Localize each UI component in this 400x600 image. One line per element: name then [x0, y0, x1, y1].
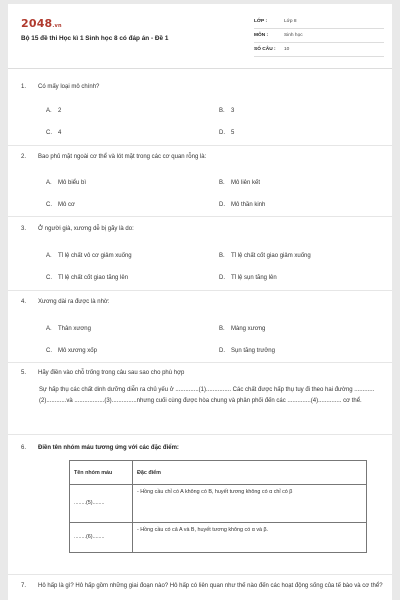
option-text: Tỉ lệ sụn tăng lên	[231, 275, 277, 281]
option-letter: A.	[46, 253, 52, 259]
blood-group-table	[69, 460, 367, 553]
option-a[interactable]	[46, 325, 91, 334]
question-number: 2.	[21, 154, 27, 160]
table-cell: - Hồng cầu có cả A và B, huyết tương không có α và β.	[133, 523, 367, 553]
option-letter: D.	[219, 275, 225, 281]
table-header-cell: Đặc điểm	[133, 461, 367, 485]
option-text: Màng xương	[231, 326, 266, 332]
question-number: 3.	[21, 226, 27, 232]
logo-text: 2048	[21, 17, 53, 30]
option-text: Mô cơ	[58, 202, 75, 208]
meta-row-class	[254, 15, 384, 29]
question-text: Hô hấp là gì? Hô hấp gồm những giai đoạn nào? Hô hấp có liên quan như thế nào đến các hoạt động sống của tế bào và cơ thể?	[38, 583, 383, 589]
option-letter: C.	[46, 275, 52, 281]
question-number: 1.	[21, 84, 27, 90]
question-7	[21, 582, 383, 591]
question-5	[21, 369, 383, 378]
option-text: 4	[58, 130, 62, 136]
site-logo[interactable]	[21, 17, 62, 30]
option-letter: B.	[219, 180, 225, 186]
option-text: 3	[231, 108, 235, 114]
meta-label: LỚP :	[254, 19, 268, 24]
option-text: 5	[231, 130, 235, 136]
option-letter: B.	[219, 108, 225, 114]
question-divider	[8, 434, 392, 435]
question-text: Có mấy loại mô chính?	[38, 84, 100, 90]
option-letter: C.	[46, 202, 52, 208]
question-text: Ở người già, xương dễ bị gãy là do:	[38, 226, 134, 232]
header-divider	[8, 68, 392, 69]
option-b[interactable]	[219, 179, 260, 188]
option-letter: C.	[46, 130, 52, 136]
option-d[interactable]	[219, 274, 277, 283]
option-text: Sụn tăng trưởng	[231, 348, 275, 354]
meta-row-count	[254, 43, 384, 57]
option-a[interactable]	[46, 252, 132, 261]
table-cell-blank[interactable]: ........(5)........	[70, 485, 133, 523]
option-c[interactable]	[46, 201, 75, 210]
meta-value: 10	[284, 47, 290, 52]
exam-meta	[254, 15, 384, 57]
table-header-row	[70, 461, 367, 485]
exam-page	[8, 4, 392, 600]
question-3	[21, 225, 383, 282]
meta-value: Sinh học	[284, 33, 303, 38]
question-divider	[8, 362, 392, 363]
option-text: Mô liên kết	[231, 180, 261, 186]
table-cell: - Hồng cầu chỉ có A không có B, huyết tương không có α chỉ có β	[133, 485, 367, 523]
option-text: 2	[58, 108, 62, 114]
page-title: Bộ 15 đề thi Học kì 1 Sinh học 8 có đáp án - Đề 1	[21, 35, 169, 42]
question-1	[21, 83, 383, 140]
question-number: 4.	[21, 299, 27, 305]
question-text: Xương dài ra được là nhờ:	[38, 299, 110, 305]
question-4	[21, 298, 383, 355]
option-letter: D.	[219, 348, 225, 354]
option-letter: B.	[219, 326, 225, 332]
question-divider	[8, 574, 392, 575]
question-number: 5.	[21, 370, 27, 376]
option-d[interactable]	[219, 129, 234, 138]
option-text: Tỉ lệ chất cốt giao giảm xuống	[231, 253, 311, 259]
option-text: Mô biểu bì	[58, 180, 87, 186]
option-c[interactable]	[46, 129, 61, 138]
question-6	[21, 444, 383, 453]
option-letter: B.	[219, 253, 225, 259]
option-b[interactable]	[219, 107, 234, 116]
option-letter: A.	[46, 108, 52, 114]
question-text: Hãy điền vào chỗ trống trong câu sau sao cho phù hợp	[38, 370, 185, 376]
option-letter: D.	[219, 130, 225, 136]
question-divider	[8, 216, 392, 217]
question-number: 6.	[21, 445, 27, 451]
option-letter: A.	[46, 180, 52, 186]
option-letter: C.	[46, 348, 52, 354]
meta-row-subject	[254, 29, 384, 43]
table-row	[70, 485, 367, 523]
option-letter: D.	[219, 202, 225, 208]
option-a[interactable]	[46, 107, 61, 116]
table-header-cell: Tên nhóm máu	[70, 461, 133, 485]
option-text: Tỉ lệ chất vô cơ giảm xuống	[58, 253, 132, 259]
question-2	[21, 153, 383, 210]
table-row	[70, 523, 367, 553]
question-divider	[8, 290, 392, 291]
meta-label: MÔN :	[254, 33, 269, 38]
question-divider	[8, 145, 392, 146]
question-text: Điền tên nhóm máu tương ứng với các đặc điểm:	[38, 445, 179, 451]
option-c[interactable]	[46, 274, 128, 283]
option-d[interactable]	[219, 347, 275, 356]
question-number: 7.	[21, 583, 27, 589]
option-text: Tỉ lệ chất cốt giao tăng lên	[58, 275, 129, 281]
option-d[interactable]	[219, 201, 265, 210]
option-b[interactable]	[219, 252, 311, 261]
option-a[interactable]	[46, 179, 86, 188]
option-b[interactable]	[219, 325, 265, 334]
fill-in-paragraph: Sự hấp thụ các chất dinh dưỡng diễn ra chủ yếu ở ..............(1)............... Các chất được hấp thụ tuy đi theo hai đường ............(2)............và ..................(3)...............nhưng cuối cùng được hòa chung và phân phối đến các ..............(4).............. cơ thể.	[39, 387, 375, 404]
option-c[interactable]	[46, 347, 97, 356]
question-text: Bao phủ mặt ngoài cơ thể và lót mặt trong các cơ quan rỗng là:	[38, 154, 207, 160]
option-text: Mô xương xốp	[58, 348, 97, 354]
logo-suffix: .vn	[52, 23, 62, 29]
meta-value: Lớp 8	[284, 19, 297, 24]
table-cell-blank[interactable]: ........(6)........	[70, 523, 133, 553]
option-letter: A.	[46, 326, 52, 332]
meta-label: SỐ CÂU :	[254, 47, 276, 52]
option-text: Mô thần kinh	[231, 202, 266, 208]
option-text: Thân xương	[58, 326, 91, 332]
